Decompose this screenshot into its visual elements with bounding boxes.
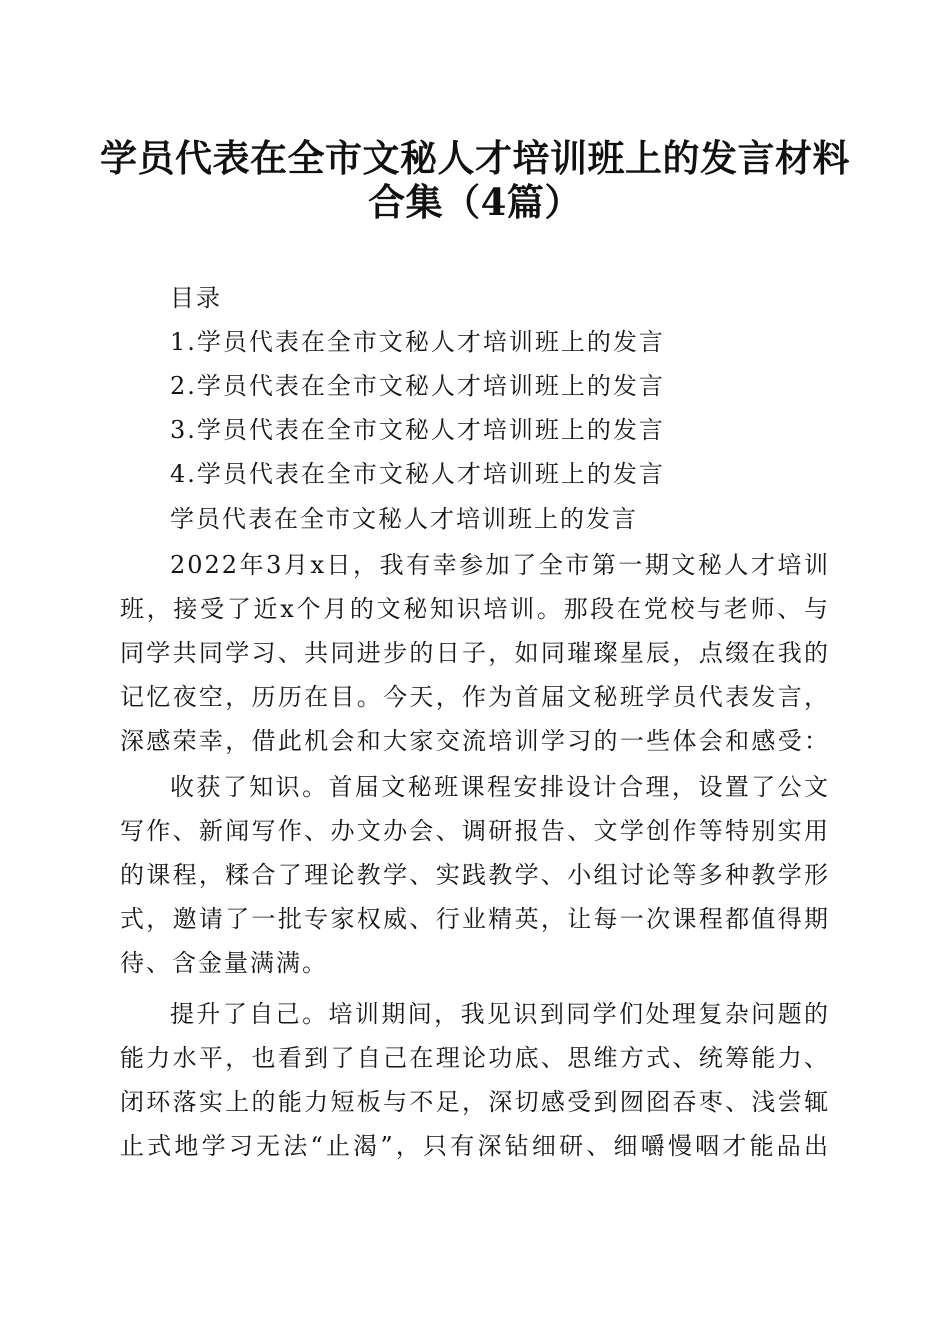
paragraph-line: 提升了自己。培训期间，我见识到同学们处理复杂问题的 [170,1000,830,1028]
toc-heading: 目录 [170,284,222,312]
paragraph-line: 深感荣幸，借此机会和大家交流培训学习的一些体会和感受： [120,727,830,755]
paragraph-line: 待、含金量满满。 [120,949,328,977]
paragraph-line: 写作、新闻写作、办文办会、调研报告、文学创作等特别实用 [120,817,830,845]
paragraph-line: 同学共同学习、共同进步的日子，如同璀璨星辰，点缀在我的 [120,639,830,667]
paragraph-line: 闭环落实上的能力短板与不足，深切感受到囫囵吞枣、浅尝辄 [120,1088,830,1116]
paragraph-line: 止式地学习无法“止渴”，只有深钻细研、细嚼慢咽才能品出 [120,1132,830,1160]
paragraph-line: 的课程，糅合了理论教学、实践教学、小组讨论等多种教学形 [120,861,830,889]
toc-item: 4.学员代表在全市文秘人才培训班上的发言 [170,460,665,488]
paragraph-line: 式，邀请了一批专家权威、行业精英，让每一次课程都值得期 [120,905,830,933]
toc-item: 2.学员代表在全市文秘人才培训班上的发言 [170,372,665,400]
paragraph-line: 2022年3月x日，我有幸参加了全市第一期文秘人才培训 [170,551,830,579]
document-title-line-1: 学员代表在全市文秘人才培训班上的发言材料 [100,136,850,180]
toc-item: 1.学员代表在全市文秘人才培训班上的发言 [170,328,665,356]
paragraph-line: 收获了知识。首届文秘班课程安排设计合理，设置了公文 [170,773,830,801]
paragraph-line: 记忆夜空，历历在目。今天，作为首届文秘班学员代表发言， [120,683,830,711]
section-heading: 学员代表在全市文秘人才培训班上的发言 [170,505,638,533]
paragraph-line: 能力水平，也看到了自己在理论功底、思维方式、统筹能力、 [120,1044,830,1072]
toc-item: 3.学员代表在全市文秘人才培训班上的发言 [170,416,665,444]
document-title-line-2: 合集（4篇） [368,180,582,224]
paragraph-line: 班，接受了近x个月的文秘知识培训。那段在党校与老师、与 [120,595,830,623]
